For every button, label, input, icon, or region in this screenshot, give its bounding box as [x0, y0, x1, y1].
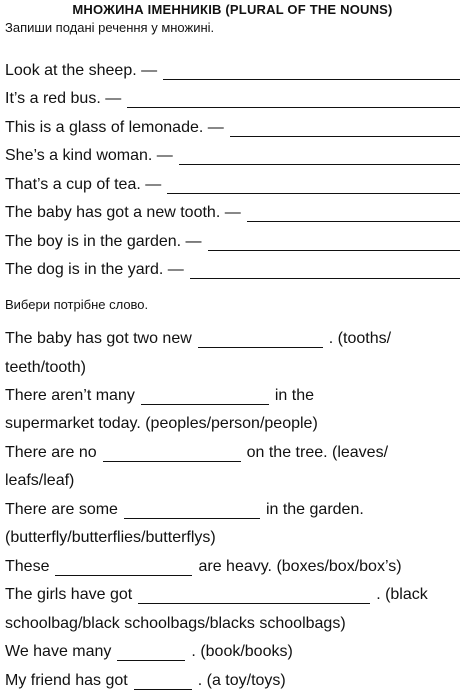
choice-line-continued [5, 611, 460, 633]
instruction-rewrite-plural: Запиши подані речення у множині. [5, 20, 215, 35]
sentence-line [5, 115, 460, 137]
choice-line [5, 668, 460, 690]
answer-blank[interactable] [167, 178, 460, 194]
answer-blank[interactable] [124, 503, 260, 519]
choice-text-before: We have many [5, 643, 112, 660]
sentence-text: The boy is in the garden. — [5, 233, 202, 250]
choice-line [5, 326, 460, 348]
choice-line [5, 440, 460, 462]
choice-line [5, 582, 460, 604]
choice-text-after: on the tree. (leaves/ [246, 444, 389, 461]
choice-options: (butterfly/butterflies/butterflys) [5, 529, 216, 546]
choice-text-before: My friend has got [5, 672, 128, 689]
answer-blank[interactable] [127, 92, 460, 108]
answer-blank[interactable] [117, 645, 185, 661]
answer-blank[interactable] [247, 206, 460, 222]
choice-line-continued [5, 468, 460, 490]
sentence-text: She’s a kind woman. — [5, 147, 173, 164]
choice-line-continued [5, 525, 460, 547]
sentence-text: This is a glass of lemonade. — [5, 119, 224, 136]
sentence-line [5, 172, 460, 194]
sentence-text: Look at the sheep. — [5, 62, 158, 79]
choice-text-after: are heavy. (boxes/box/box’s) [198, 558, 402, 575]
answer-blank[interactable] [55, 560, 192, 576]
choice-line [5, 497, 460, 519]
sentence-line [5, 257, 460, 279]
answer-blank[interactable] [190, 263, 460, 279]
choice-text-after: . (black [376, 586, 428, 603]
choice-text-before: There are no [5, 444, 97, 461]
sentence-text: The baby has got a new tooth. — [5, 204, 241, 221]
instruction-choose-word: Вибери потрібне слово. [5, 297, 149, 312]
choice-line [5, 383, 460, 405]
choice-text-before: There are some [5, 501, 118, 518]
worksheet-title: МНОЖИНА ІМЕННИКІВ (PLURAL OF THE NOUNS) [72, 2, 393, 17]
choice-options: supermarket today. (peoples/person/people) [5, 415, 318, 432]
answer-blank[interactable] [179, 149, 460, 165]
choice-text-after: in the [274, 387, 314, 404]
answer-blank[interactable] [208, 235, 460, 251]
choice-line-continued [5, 355, 460, 377]
sentence-line [5, 86, 460, 108]
choice-text-after: . (tooths/ [328, 330, 392, 347]
answer-blank[interactable] [163, 64, 460, 80]
answer-blank[interactable] [103, 446, 241, 462]
sentence-line [5, 58, 460, 80]
choice-options: teeth/tooth) [5, 359, 86, 376]
choice-text-after: . (a toy/toys) [197, 672, 286, 689]
choice-options: leafs/leaf) [5, 472, 75, 489]
answer-blank[interactable] [134, 674, 192, 690]
choice-text-after: in the garden. [265, 501, 364, 518]
answer-blank[interactable] [198, 332, 323, 348]
sentence-text: The dog is in the yard. — [5, 261, 184, 278]
choice-line [5, 639, 460, 661]
sentence-text: That’s a cup of tea. — [5, 176, 162, 193]
choice-text-before: There aren’t many [5, 387, 135, 404]
answer-blank[interactable] [141, 389, 269, 405]
sentence-line [5, 200, 460, 222]
sentence-line [5, 229, 460, 251]
choice-text-after: . (book/books) [191, 643, 293, 660]
choice-line [5, 554, 460, 576]
sentence-line [5, 143, 460, 165]
choice-text-before: The girls have got [5, 586, 133, 603]
answer-blank[interactable] [138, 588, 370, 604]
choice-options: schoolbag/black schoolbags/blacks schoolbags) [5, 615, 346, 632]
choice-line-continued [5, 411, 460, 433]
choice-text-before: The baby has got two new [5, 330, 192, 347]
choice-text-before: These [5, 558, 50, 575]
answer-blank[interactable] [230, 121, 460, 137]
sentence-text: It’s a red bus. — [5, 90, 122, 107]
